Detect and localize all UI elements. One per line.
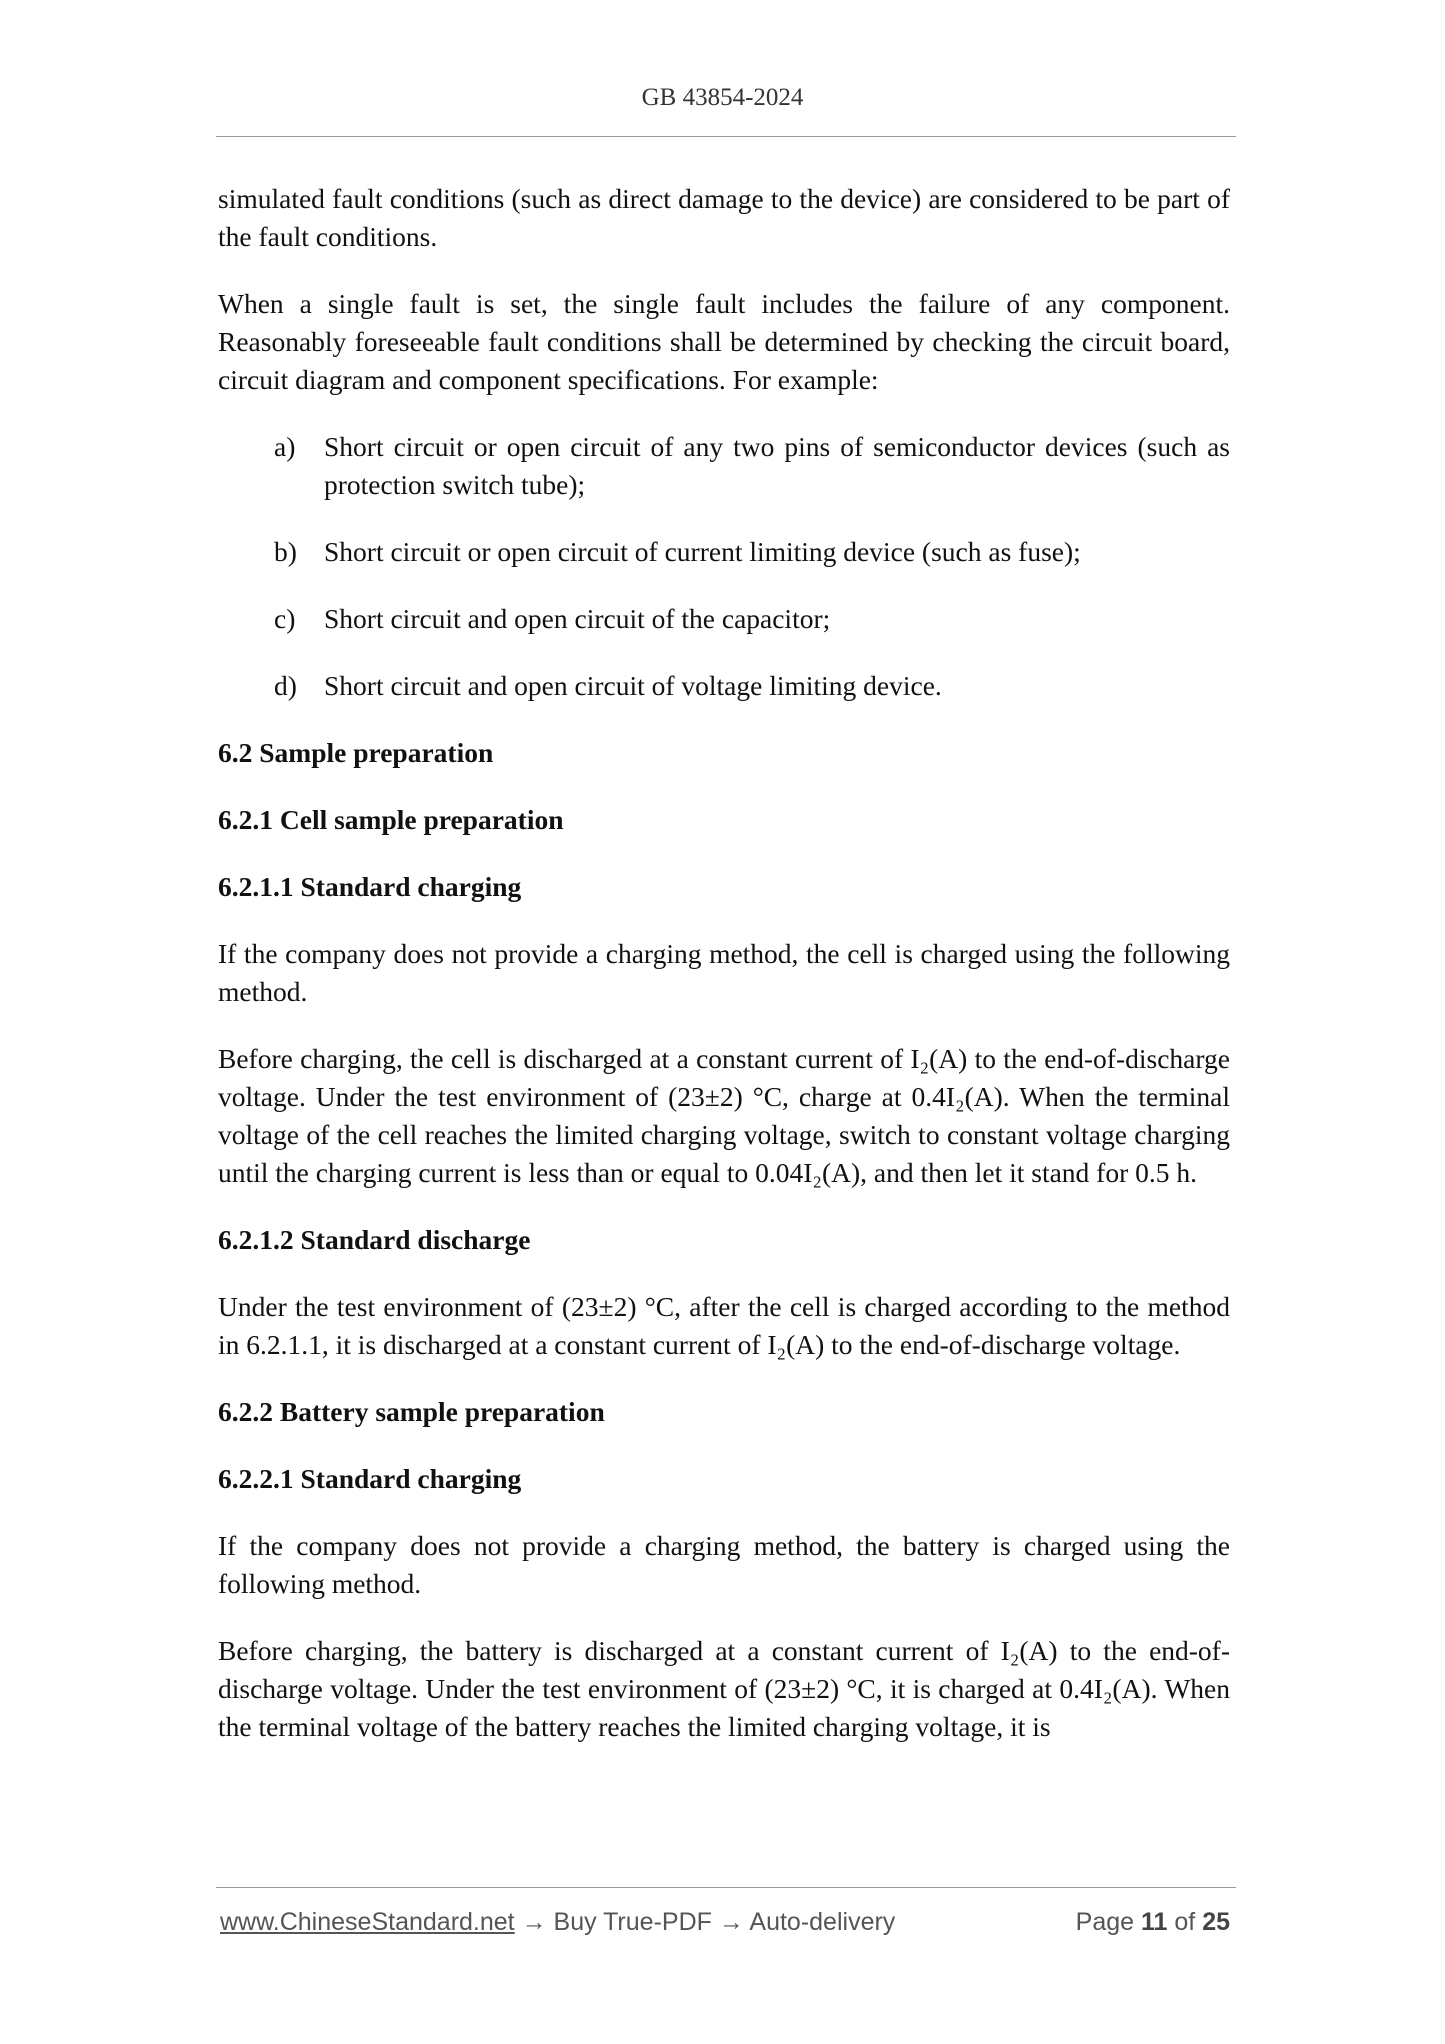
- list-item-label: a): [274, 431, 296, 462]
- list-item: [218, 533, 1230, 571]
- heading-6-2-1: 6.2.1 Cell sample preparation: [218, 804, 564, 835]
- paragraph-single-fault: When a single fault is set, the single fault includes the failure of any component. Reasonably foreseeable fault conditions shall be determined by checking the circuit board, circuit diagram and component specifications. For example:: [218, 288, 1230, 395]
- paragraph-cell-discharge: Under the test environment of (23±2) °C, after the cell is charged according to the method in 6.2.1.1, it is discharged at a constant current of I₂(A) to the end-of-discharge voltage.: [218, 1291, 1230, 1360]
- list-item: [218, 600, 1230, 638]
- paragraph-battery-charging-procedure: Before charging, the battery is discharged at a constant current of I₂(A) to the end-of-discharge voltage. Under the test environment of (23±2) °C, it is charged at 0.4I₂(A). When the terminal voltage of the battery reaches the limited charging voltage, it is: [218, 1635, 1230, 1742]
- heading-6-2-1-2: 6.2.1.2 Standard discharge: [218, 1224, 531, 1255]
- heading-6-2-2: 6.2.2 Battery sample preparation: [218, 1396, 605, 1427]
- footer-tagline: → Buy True-PDF → Auto-delivery: [514, 1908, 896, 1936]
- footer-divider: [216, 1887, 1236, 1888]
- list-item-label: b): [274, 536, 297, 567]
- paragraph-cell-charging-procedure: Before charging, the cell is discharged at a constant current of I₂(A) to the end-of-discharge voltage. Under the test environment of (23±2) °C, charge at 0.4I₂(A). When the terminal voltage of the cell reaches the limited charging voltage, switch to constant voltage charging until the charging current is less than or equal to 0.04I₂(A), and then let it stand for 0.5 h.: [218, 1043, 1230, 1188]
- of-word: of: [1174, 1908, 1196, 1936]
- page-number: 11: [1140, 1908, 1168, 1936]
- list-item: [218, 428, 1230, 504]
- paragraph-cell-charging-method: If the company does not provide a charging method, the cell is charged using the following method.: [218, 938, 1230, 1007]
- list-item-text: Short circuit and open circuit of the capacitor;: [324, 603, 831, 634]
- page-counter: [1076, 1908, 1230, 1937]
- heading-6-2-1-1: 6.2.1.1 Standard charging: [218, 871, 522, 902]
- list-item-label: c): [274, 603, 296, 634]
- document-code-header: GB 43854-2024: [641, 84, 804, 111]
- list-item-text: Short circuit or open circuit of current limiting device (such as fuse);: [324, 536, 1081, 567]
- page-word: Page: [1075, 1908, 1135, 1936]
- heading-6-2-2-1: 6.2.2.1 Standard charging: [218, 1463, 522, 1494]
- list-item-text: Short circuit and open circuit of voltage limiting device.: [324, 670, 942, 701]
- website-link[interactable]: www.ChineseStandard.net: [220, 1908, 515, 1936]
- page-body: [218, 180, 1230, 1775]
- list-item-text: Short circuit or open circuit of any two pins of semiconductor devices (such as protection switch tube);: [324, 431, 1230, 500]
- header-divider: [216, 136, 1236, 137]
- page-footer: [220, 1908, 1232, 1937]
- list-item: [218, 667, 1230, 705]
- list-item-label: d): [274, 670, 297, 701]
- heading-6-2: 6.2 Sample preparation: [218, 737, 494, 768]
- page-total: 25: [1202, 1908, 1230, 1936]
- paragraph-fault-conditions: simulated fault conditions (such as direct damage to the device) are considered to be part of the fault conditions.: [218, 183, 1230, 252]
- paragraph-battery-charging-method: If the company does not provide a charging method, the battery is charged using the following method.: [218, 1530, 1230, 1599]
